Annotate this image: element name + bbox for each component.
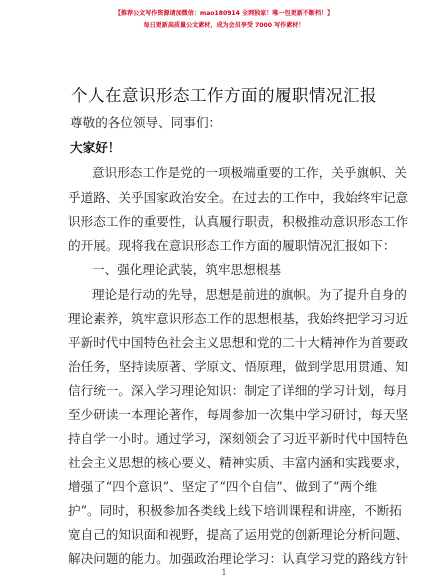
paragraph-line: 增强了“四个意识”、坚定了“四个自信”、做到了“两个维 bbox=[68, 479, 378, 494]
salutation: 尊敬的各位领导、同事们： bbox=[70, 115, 222, 130]
greeting: 大家好！ bbox=[70, 140, 121, 155]
paragraph-line: 意识形态工作是党的一项极端重要的工作，关乎旗帜、关 bbox=[92, 165, 407, 180]
promo-line-2: 每日更新高质量公文素材，成为会员享受 7000 写作素材！ bbox=[143, 22, 305, 29]
paragraph-line: 乎道路、关乎国家政治安全。在过去的工作中，我始终牢记意 bbox=[68, 190, 409, 205]
paragraph-line: 至少研读一本理论著作，每周参加一次集中学习研讨，每天坚 bbox=[68, 407, 409, 422]
paragraph-line: 的开展。现将我在意识形态工作方面的履职情况汇报如下： bbox=[68, 238, 396, 253]
paragraph-line: 信行统一。深入学习理论知识：制定了详细的学习计划，每月 bbox=[68, 383, 409, 398]
paragraph-line: 识形态工作的重要性，认真履行职责，积极推动意识形态工作 bbox=[68, 214, 409, 229]
section-heading: 一、强化理论武装，筑牢思想根基 bbox=[92, 262, 281, 277]
paragraph-line: 理论是行动的先导，思想是前进的旗帜。为了提升自身的 bbox=[92, 287, 407, 302]
promo-line-1: 【推荐公文写作资源请加微信：mao180914 全网独家！唯一包更新不断档！】 bbox=[114, 10, 334, 17]
paragraph-line: 护”。同时，积极参加各类线上线下培训课程和讲座，不断拓 bbox=[68, 503, 402, 518]
paragraph-line: 持自学一小时。通过学习，深刻领会了习近平新时代中国特色 bbox=[68, 431, 409, 446]
paragraph-line: 解决问题的能力。加强政治理论学习：认真学习党的路线方针 bbox=[68, 551, 409, 566]
paragraph-line: 宽自己的知识面和视野，提高了运用党的创新理论分析问题、 bbox=[68, 527, 409, 542]
paragraph-line: 平新时代中国特色社会主义思想和党的二十大精神作为首要政 bbox=[68, 335, 409, 350]
paragraph-line: 理论素养，筑牢意识形态工作的思想根基，我始终把学习习近 bbox=[68, 311, 409, 326]
paragraph-line: 治任务，坚持读原著、学原文、悟原理，做到学思用贯通、知 bbox=[68, 359, 409, 374]
page-number: 1 bbox=[221, 568, 227, 577]
document-title: 个人在意识形态工作方面的履职情况汇报 bbox=[71, 86, 377, 105]
paragraph-line: 社会主义思想的核心要义、精神实质、丰富内涵和实践要求， bbox=[68, 455, 409, 470]
